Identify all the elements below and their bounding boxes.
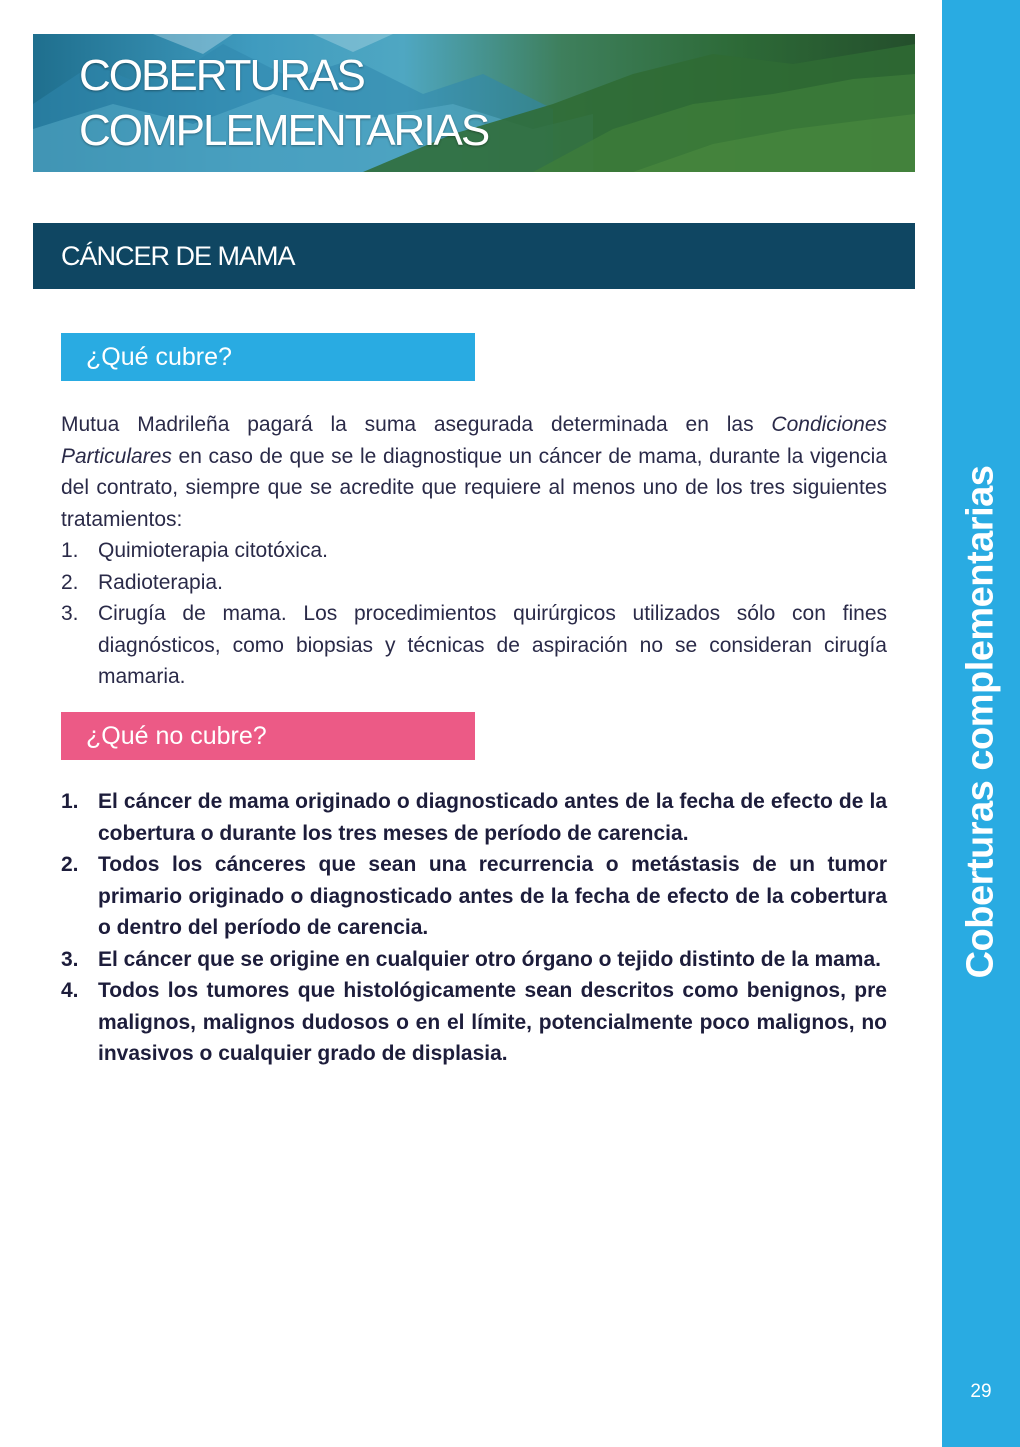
list-item-text: El cáncer de mama originado o diagnosticado antes de la fecha de efecto de la cobertura o durante los tres meses de período de carencia. [98, 790, 887, 845]
list-item-text: Todos los tumores que histológicamente sean descritos como benignos, pre malignos, malignos dudosos o en el límite, potencialmente poco malignos, no invasivos o cualquier grado de displasia. [98, 979, 887, 1065]
list-item-number: 3. [61, 947, 79, 971]
section-header [33, 223, 915, 289]
list-item-text: Radioterapia. [98, 570, 223, 594]
list-item-number: 2. [61, 853, 79, 876]
intro-text-italic: Condiciones Particulares [61, 413, 887, 468]
sidebar-chapter-title: Coberturas complementarias [959, 465, 1002, 979]
covered-heading: ¿Qué cubre? [86, 343, 232, 371]
not-covered-heading: ¿Qué no cubre? [86, 722, 267, 750]
page-title-line-1: COBERTURAS [79, 51, 364, 100]
list-item [61, 975, 887, 1070]
page-number: 29 [970, 1381, 992, 1402]
list-item-number: 2. [61, 570, 79, 594]
covered-intro-paragraph [61, 409, 887, 535]
intro-text-start: Mutua Madrileña pagará la suma asegurada determinada en las [61, 413, 772, 436]
section-title: CÁNCER DE MAMA [61, 241, 295, 271]
covered-heading-tag [61, 333, 475, 381]
list-item [61, 786, 887, 849]
page-title-line-2: COMPLEMENTARIAS [79, 106, 489, 155]
list-item-text: Todos los cánceres que sean una recurrencia o metástasis de un tumor primario originado o diagnosticado antes de la fecha de efecto de la cobertura o dentro del período de carencia. [98, 853, 887, 939]
page-title [79, 48, 488, 158]
list-item-text: El cáncer que se origine en cualquier otro órgano o tejido distinto de la mama. [98, 947, 881, 971]
covered-treatments-list [61, 535, 887, 693]
list-item-number: 1. [61, 539, 79, 562]
list-item-number: 4. [61, 979, 79, 1002]
list-item [61, 944, 887, 976]
list-item-number: 1. [61, 790, 79, 813]
list-item-text: Cirugía de mama. Los procedimientos quirúrgicos utilizados sólo con fines diagnósticos, como biopsias y técnicas de aspiración no se consideran cirugía mamaria. [98, 602, 887, 688]
list-item [61, 535, 887, 567]
list-item [61, 567, 887, 599]
intro-text-end: en caso de que se le diagnostique un cáncer de mama, durante la vigencia del contrato, siempre que se acredite que requiere al menos uno de los tres siguientes tratamientos: [61, 444, 887, 531]
list-item [61, 849, 887, 944]
list-item-number: 3. [61, 602, 79, 625]
exclusions-list [61, 786, 887, 1070]
list-item-text: Quimioterapia citotóxica. [98, 539, 328, 562]
list-item [61, 598, 887, 693]
not-covered-heading-tag [61, 712, 475, 760]
header-banner [33, 34, 915, 172]
